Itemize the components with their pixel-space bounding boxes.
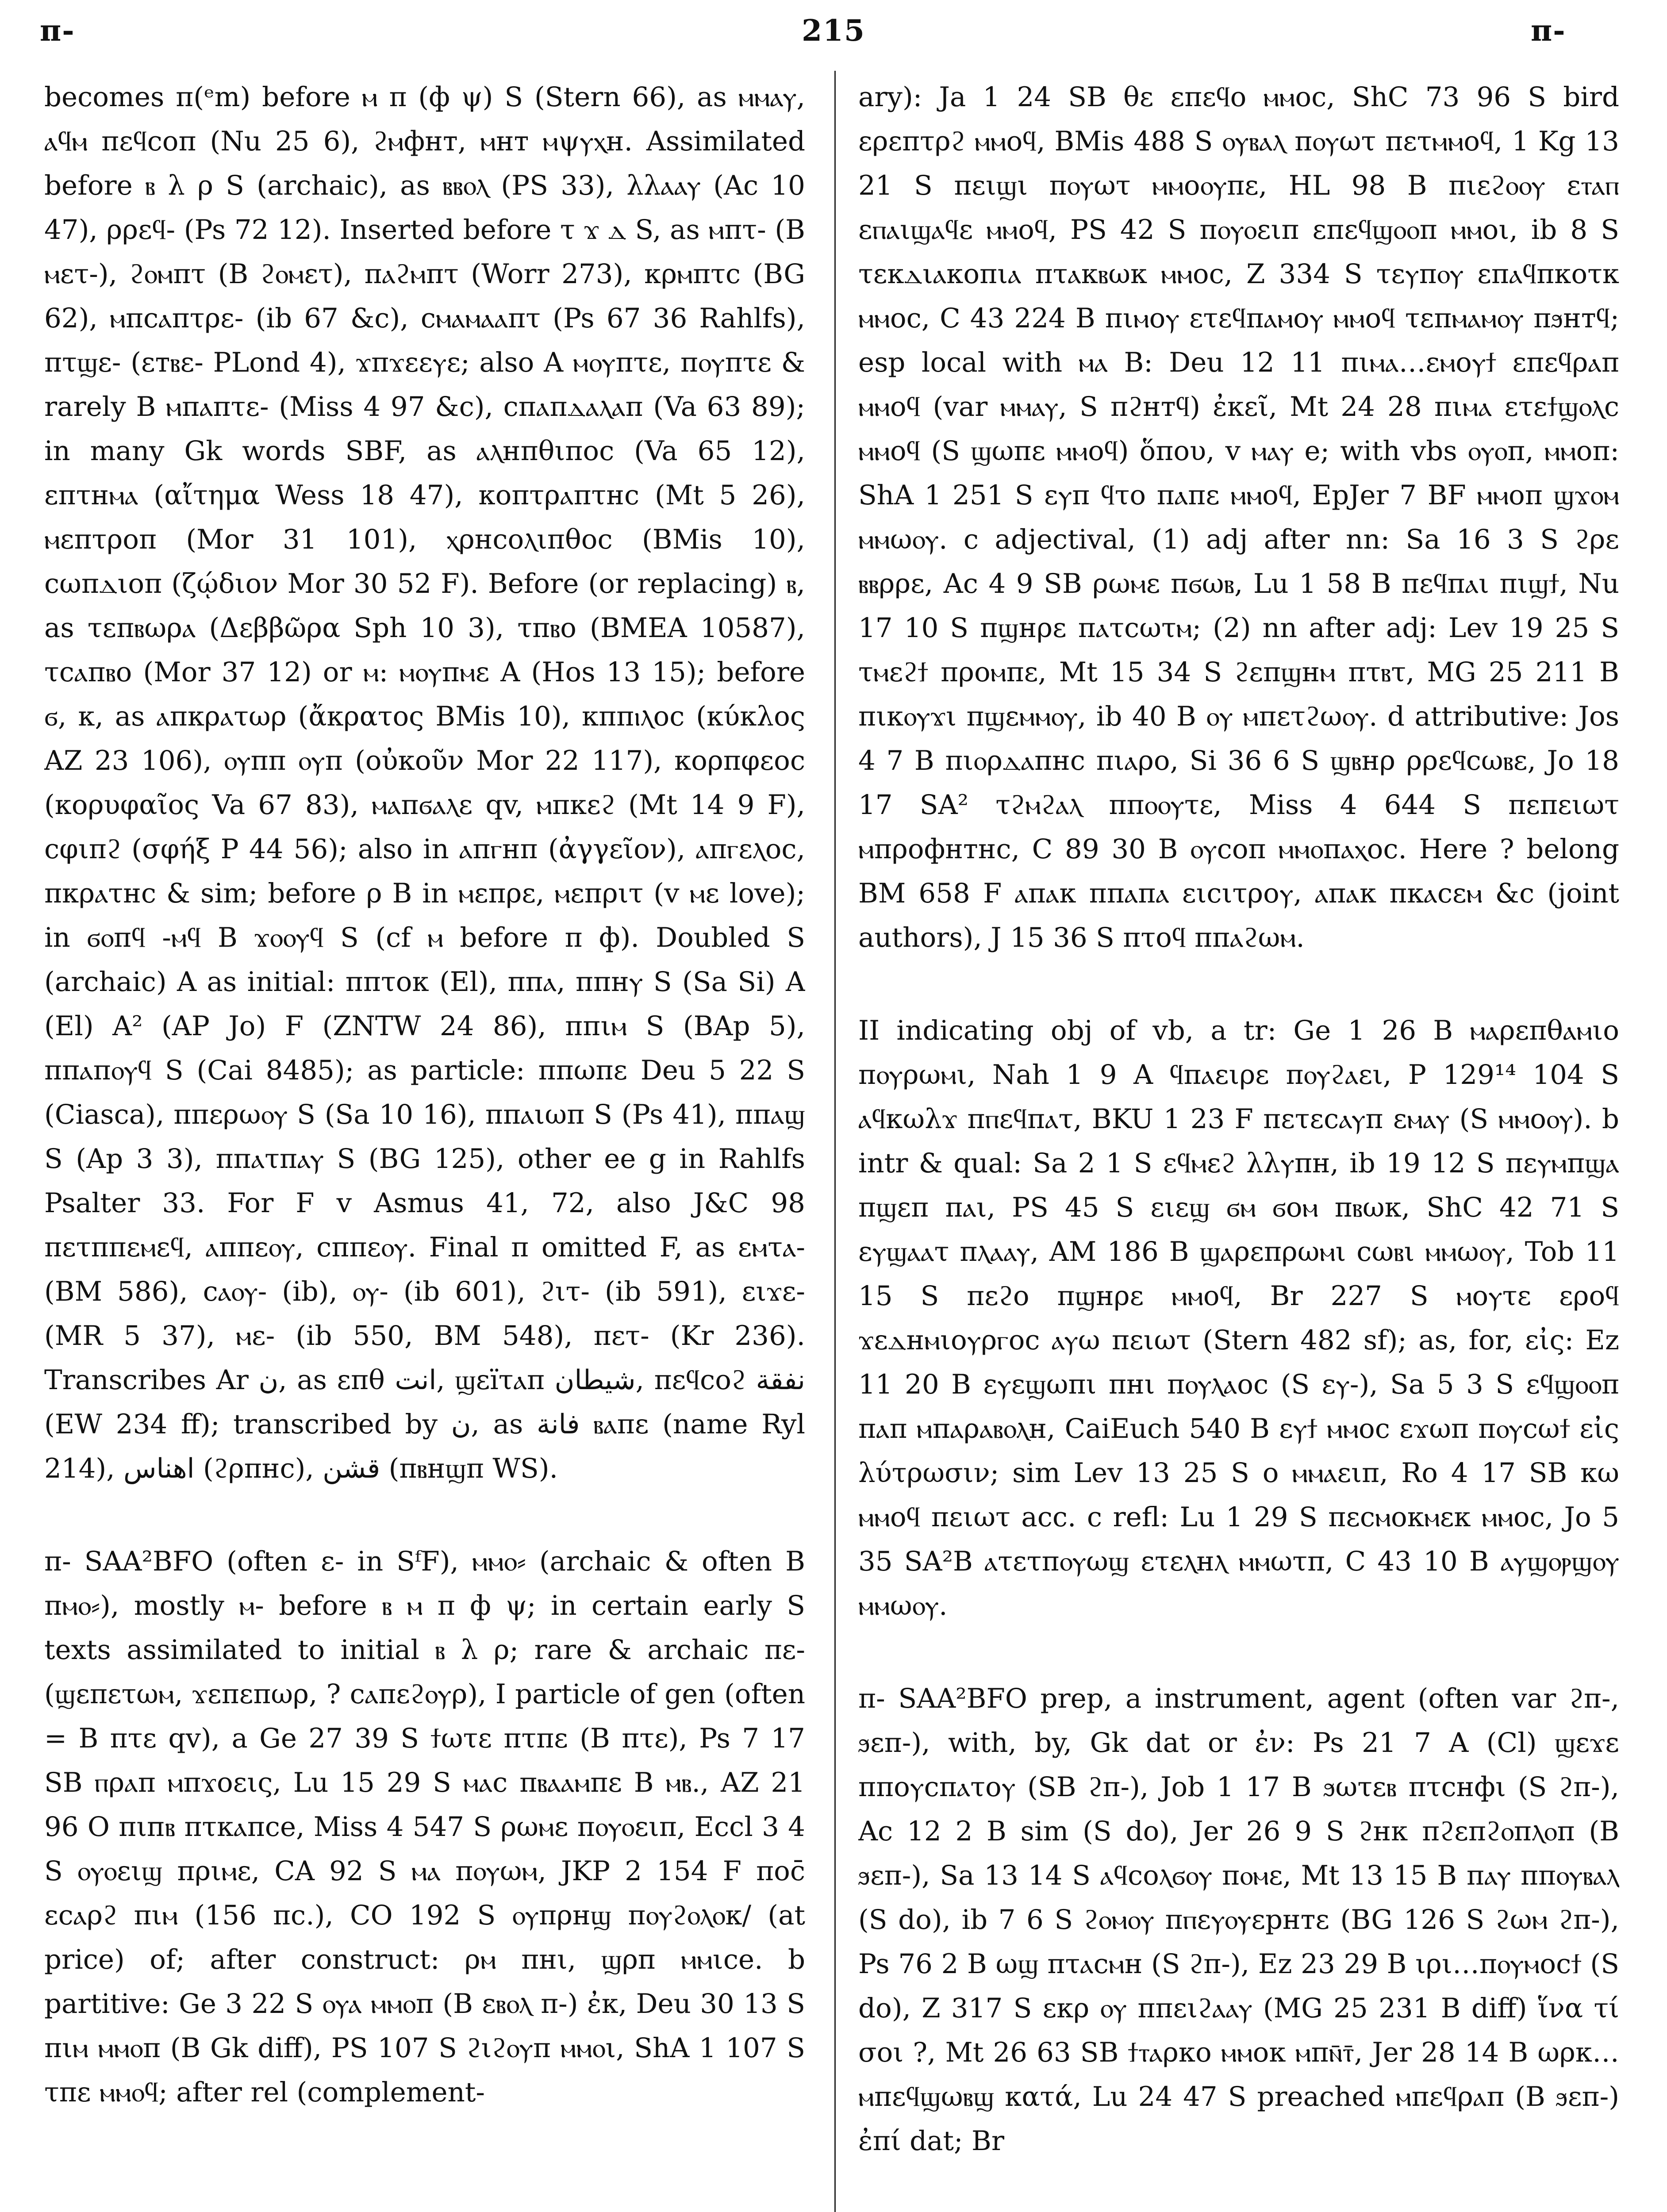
entry-text: π- SAA²BFO prep, a instrument, agent (often var ϩπ-, ϧεπ-), with, by, Gk dat or ἐν: Ps 21 7 A (Cl) ϣεϫε πποⲩcπⲁτοⲩ (SB ϩπ-), Job 1 17 B ϧωτεⲃ πτcнфι (S ϩπ-), Ac 12 2 B sim (S do), Jer 26 9 S ϩнκ πϩεπϩⲟπⲗⲟπ (B ϧεπ-), Sa 13 14 S ⲁϥcoⲗϭⲟⲩ πⲟⲙε, Mt 13 15 B πⲁⲩ ππⲟⲩⲃⲁⲗ (S do), ib 7 6 S ϩⲟⲙⲟⲩ πⲡεⲩⲟⲩεрнтε (BG 126 S ϩωⲙ ϩπ-), Ps 76 2 B ωϣ πτⲁcⲙн (S ϩπ-), Ez 23 29 B ιρι…πⲟⲩⲙοcϯ (S do), Z 317 S εκρ ⲟⲩ ππειϩⲁⲁⲩ (MG 25 231 B diff) ἵνα τί σοι ?, Mt 26 63 SB ϯⲧⲁρκο ⲙⲙοκ ⲙπⲛ̄ⲧ̄, Jer 28 14 B ωρκ…ⲙπεϥϣωⲃϣ κατά, Lu 24 47 S preached ⲙπεϥρⲁπ (B ϧεπ-) ἐπί dat; Br: [858, 1683, 1619, 2157]
left-column: [44, 75, 805, 2212]
entry-text: ary): Ja 1 24 SB θε επεϥο ⲙⲙοc, ShC 73 96 S bird ερεπτρϩ ⲙⲙοϥ, BMis 488 S ⲟⲩⲃⲁⲗ πⲟⲩωτ πετⲙⲙοϥ, 1 Kg 13 21 S πειϣι πⲟⲩωτ ⲙⲙοⲟⲩπε, HL 98 B πιεϩⲟⲟⲩ εⲧⲁⲡ εⲡⲁιϣⲁϥε ⲙⲙοϥ, PS 42 S πⲟⲩⲟειπ επεϥϣⲟⲟπ ⲙⲙοι, ib 8 S τεκⲇιⲁκοπιⲁ πτⲁκⲃωκ ⲙⲙοc, Z 334 S τεⲩπⲟⲩ επⲁϥπκοτκ ⲙⲙοc, C 43 224 B πιⲙοⲩ ετεϥπⲁⲙοⲩ ⲙⲙοϥ τεπⲙⲁⲙⲟⲩ πϧнтϥ; esp local with ⲙⲁ B: Deu 12 11 πιⲙⲁ…εⲙοⲩϯ επεϥρⲁπ ⲙⲙοϥ (var ⲙⲙⲁⲩ, S πϩнтϥ) ἐκεῖ, Mt 24 28 πιⲙⲁ ετεϯϣⲟⲗc ⲙⲙοϥ (S ϣωπε ⲙⲙοϥ) ὅπου, v ⲙⲁⲩ e; with vbs ⲟⲩⲟπ, ⲙⲙοπ: ShA 1 251 S εⲩπ ϥτο πⲁπε ⲙⲙοϥ, EpJer 7 BF ⲙⲙοπ ϣϫⲟⲙ ⲙⲙωⲟⲩ. c adjectival, (1) adj after nn: Sa 16 3 S ϩρε ⲃⲃρρε, Ac 4 9 SB ρωⲙε πϭωⲃ, Lu 1 58 B πεϥπⲁι πιϣϯ, Nu 17 10 S πϣнρε πⲁτcωτⲙ; (2) nn after adj: Lev 19 25 S τⲙεϩϯ προⲙπε, Mt 15 34 S ϩεπϣнⲙ πτⲃτ, MG 25 211 B πικⲟⲩϫι πϣεⲙⲙⲟⲩ, ib 40 B ⲟⲩ ⲙπετϩωⲟⲩ. d attributive: Jos 4 7 B πιⲟρⲇⲁπнc πιⲁρο, Si 36 6 S ϣⲃнρ ρρεϥcωⲃε, Jo 18 17 SA² τϩⲙϩⲁⲗ ππⲟⲟⲩτε, Miss 4 644 S πεπειωτ ⲙπροфнтнc, C 89 30 B ⲟⲩcoπ ⲙⲙⲟπⲁⲭoc. Here ? belong BM 658 F ⲁπⲁκ ππⲁπⲁ ειcιτροⲩ, ⲁπⲁκ πκⲁcεⲙ &c (joint authors), J 15 36 S πτοϥ ππⲁϩωⲙ.: [858, 81, 1619, 953]
column-divider: [834, 71, 836, 2212]
entry-text: becomes π(ᵉm) before ⲙ π (ф ψ) S (Stern 66), as ⲙⲙⲁⲩ, ⲁϥⲙ πεϥcoπ (Nu 25 6), ϩⲙфнт, ⲙнт ⲙψⲩⲭн. Assimilated before ⲃ λ ρ S (archaic), as ⲃⲃⲟⲗ (PS 33), λλⲁⲁⲩ (Ac 10 47), ρρεϥ- (Ps 72 12). Inserted before τ ϫ ⲇ S, as ⲙπτ- (B ⲙετ-), ϩⲟⲙπτ (B ϩⲟⲙετ), πⲁϩⲙπτ (Worr 273), κρⲙπτc (BG 62), ⲙπcⲁπτρε- (ib 67 &c), cⲙⲁⲙⲁⲁπτ (Ps 67 36 Rahlfs), πτϣε- (εтⲃε- PLond 4), ϫπϫεεⲩε; also A ⲙⲟⲩπτε, πⲟⲩπτε & rarely B ⲙπⲁπτε- (Miss 4 97 &c), cπⲁπⲇⲁⲗⲁπ (Va 63 89); in many Gk words SBF, as ⲁⲗнπθιπoc (Va 65 12), επτнⲙⲁ (αἴτημα Wess 18 47), κoπτρⲁπτнc (Mt 5 26), ⲙεπτρoπ (Mor 31 101), ⲭρнcoⲗιπθoc (BMis 10), cωπⲇιoπ (ζῴδιον Mor 30 52 F). Before (or replacing) ⲃ, as τεπⲃωρⲁ (Δεββῶρα Sph 10 3), τπⲃo (BMEA 10587), τcⲁπⲃo (Mor 37 12) or ⲙ: ⲙⲟⲩπⲙε A (Hos 13 15); before ϭ, κ, as ⲁπκρⲁτωρ (ἄκρατος BMis 10), κππⲓⲗoc (κύκλος AZ 23 106), ⲟⲩππ ⲟⲩπ (οὐκοῦν Mor 22 117), κoρπφεoc (κορυφαῖος Va 67 83), ⲙⲁπϭⲁⲗε qv, ⲙπκεϩ (Mt 14 9 F), cφιπϩ (σφήξ P 44 56); also in ⲁπⲅнπ (ἀγγεῖον), ⲁπⲅεⲗoc, πκρⲁτнc & sim; before ρ B in ⲙεπρε, ⲙεπριτ (v ⲙε love); in ϭⲟπϥ -ⲙϥ B ϫⲟⲟⲩϥ S (cf ⲙ before π ф). Doubled S (archaic) A as initial: ππτοκ (El), ππⲁ, ππнⲩ S (Sa Si) A (El) A² (AP Jo) F (ZNTW 24 86), ππιⲙ S (BAp 5), ππⲁπⲟⲩϥ S (Cai 8485); as particle: ππωπε Deu 5 22 S (Ciasca), ππερωⲟⲩ S (Sa 10 16), ππⲁιωπ S (Ps 41), ππⲁϣ S (Ap 3 3), ππⲁτπⲁⲩ S (BG 125), other ee g in Rahlfs Psalter 33. For F v Asmus 41, 72, also J&C 98 πετππεⲙεϥ, ⲁππεⲟⲩ, cππεⲟⲩ. Final π omitted F, as εⲙτⲁ- (BM 586), cⲁⲟⲩ- (ib), ⲟⲩ- (ib 601), ϩιτ- (ib 591), ειϫε- (MR 5 37), ⲙε- (ib 550, BM 548), πετ- (Kr 236). Transcribes Ar ن, as επθ انت, ϣεïτⲁπ شيطان, πεϥcoϩ نفقة (EW 234 ff); transcribed by ن, as فانة ⲃⲁπε (name Ryl 214), اهناس (ϩρπнc), قشن (πⲃнϣπ WS).: [44, 81, 805, 1484]
entry-text: II indicating obj of vb, a tr: Ge 1 26 B ⲙⲁρεπθⲁⲙιο πⲟⲩρωⲙι, Nah 1 9 A ϥπⲁειρε πⲟⲩϩⲁει, P 129¹⁴ 104 S ⲁϥκωλϫ πⲡεϥπⲁτ, BKU 1 23 F πετεcⲁⲩπ εⲙⲁⲩ (S ⲙⲙοⲟⲩ). b intr & qual: Sa 2 1 S εϥⲙεϩ λλⲩπн, ib 19 12 S πεⲩⲙπϣⲁ πϣεπ πⲁι, PS 45 S ειεϣ ϭⲙ ϭοⲙ πⲃωκ, ShC 42 71 S εⲩϣⲁⲁτ πⲗⲁⲁⲩ, AM 186 B ϣⲁρεπρωⲙι cωⲃι ⲙⲙωⲟⲩ, Tob 11 15 S πεϩο πϣнρε ⲙⲙοϥ, Br 227 S ⲙοⲩτε ερоϥ ϫεⲇнⲙιоⲩρⲅoc ⲁⲩω πειωτ (Stern 482 sf); as, for, εἰς: Ez 11 20 B εⲩεϣωπι πнι πⲟⲩⲗⲁoc (S εⲩ-), Sa 5 3 S εϥϣⲟⲟπ πⲁπ ⲙπⲁρⲁⲃⲟⲗн, CaiEuch 540 B εⲩϯ ⲙⲙοc εϫωπ πⲟⲩcωϯ εἰς λύτρωσιν; sim Lev 13 25 S ο ⲙⲙⲁειπ, Ro 4 17 SB κω ⲙⲙοϥ πειωτ acc. c refl: Lu 1 29 S πεcⲙοκⲙεκ ⲙⲙοc, Jo 5 35 SA²B ⲁτετπⲟⲩωϣ ετεⲗнⲗ ⲙⲙωτπ, C 43 10 B ⲁⲩϣⲟⲣϣⲟⲩ ⲙⲙωⲟⲩ.: [858, 1015, 1619, 1621]
page-number: 215: [802, 13, 865, 48]
right-column: [858, 75, 1619, 2212]
running-head-right: π-: [1531, 13, 1566, 48]
entry-text: π- SAA²BFO (often ε- in SᶠF), ⲙⲙⲟ⸗ (archaic & often B πⲙⲟ⸗), mostly ⲙ- before ⲃ ⲙ π ф ψ; in certain early S texts assimilated to initial ⲃ λ ρ; rare & archaic πε- (ϣεπετωⲙ, ϫεπεπωρ, ? cⲁπεϩⲟⲩρ), I particle of gen (often = B πτε qv), a Ge 27 39 S ϯωτε πτπε (B πτε), Ps 7 17 SB ⲡρⲁπ ⲙπϫοεις, Lu 15 29 S ⲙⲁc πⲃⲁⲁⲙπε B ⲙⲃ., AZ 21 96 O πιпⲃ πτκⲁπce, Miss 4 547 S ρωⲙε πⲟⲩⲟειπ, Eccl 3 4 S ⲟⲩⲟειϣ πριⲙε, CA 92 S ⲙⲁ πⲟⲩωⲙ, JKP 2 154 F πoc̄ εcⲁρϩ πιⲙ (156 πc.), CO 192 S ⲟⲩπρнϣ πⲟⲩϩⲟⲗⲟκ/ (at price) of; after construct: ρⲙ πнι, ϣρп ⲙⲙιce. b partitive: Ge 3 22 S ⲟⲩⲁ ⲙⲙⲟπ (B εⲃⲟⲗ π-) ἐκ, Deu 30 13 S πιⲙ ⲙⲙⲟπ (B Gk diff), PS 107 S ϩιϩⲟⲩπ ⲙⲙⲟι, ShA 1 107 S τπε ⲙⲙⲟϥ; after rel (complement-: [44, 1546, 805, 2108]
running-head-left: π-: [40, 13, 75, 48]
